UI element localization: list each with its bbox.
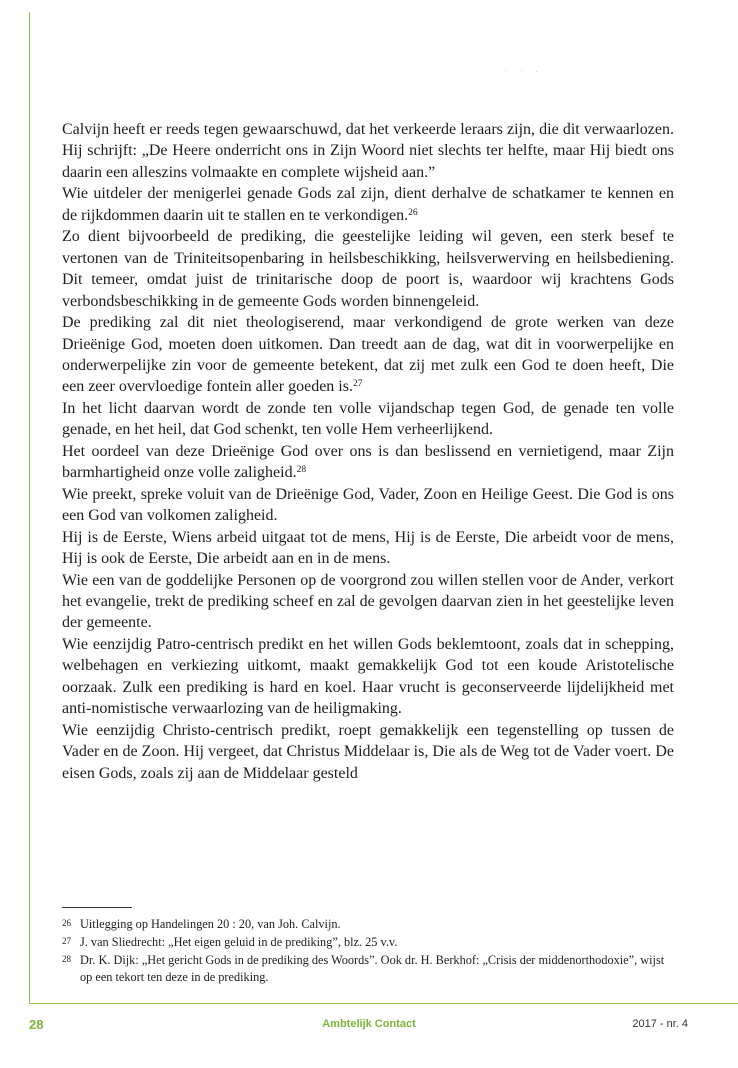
page-number: 28 [29, 1017, 44, 1032]
paragraph: Calvijn heeft er reeds tegen gewaarschuwd, dat het verkeerde leraars zijn, die dit verwaarlozen. Hij schrijft: „De Heere onderricht ons in Zijn Woord niet slechts ter helfte, maar Hij biedt ons daarin een alleszins volmaakte en complete wijsheid aan.” [62, 121, 674, 181]
footnote-ref[interactable]: 28 [296, 465, 307, 476]
footer-rule [29, 1003, 738, 1004]
paragraph: Wie preekt, spreke voluit van de Drieënige God, Vader, Zoon en Heilige Geest. Die God is ons een God van volkomen zaligheid. [62, 485, 674, 525]
paragraph: Hij is de Eerste, Wiens arbeid uitgaat tot de mens, Hij is de Eerste, Die arbeidt voor de mens, Hij is ook de Eerste, Die arbeidt aan en in de mens. [62, 528, 674, 568]
paragraph: In het licht daarvan wordt de zonde ten volle vijandschap tegen God, de genade ten volle genade, en het heil, dat God schenkt, ten volle Hem verheerlijkend. [62, 399, 674, 439]
footnote-item [62, 951, 674, 986]
paragraph: De prediking zal dit niet theologiserend, maar verkondigend de grote werken van deze Drieënige God, moeten doen uitkomen. Dan treedt aan de dag, wat dit in voorwerpelijke en onderwerpelijke zin voor de gemeente betekent, dat zij met zulk een God te doen heeft, Die een zeer overvloedige fontein aller goeden is.$^{27}$ [62, 314, 674, 396]
magazine-title: Ambtelijk Contact [322, 1018, 416, 1030]
paragraph: Zo dient bijvoorbeeld de prediking, die geestelijke leiding wil geven, een sterk besef te vertonen van de Triniteitsopenbaring in heilsbeschikking, heilsverwerving en heilsbediening. Dit temeer, omdat juist de trinitarische doop de poort is, waardoor wij krachtens Gods verbondsbeschikking in de gemeente Gods worden binnengeleid. [62, 228, 674, 310]
footnotes [62, 915, 674, 986]
footnote-text: Dr. K. Dijk: „Het gericht Gods in de prediking des Woords”. Ook dr. H. Berkhof: „Crisis der middenorthodoxie”, wijst op een tekort ten deze in de prediking. [80, 953, 665, 984]
footnote-number: 28 [62, 954, 71, 964]
footnote-ref[interactable]: 27 [352, 379, 363, 390]
paragraph: Wie een van de goddelijke Personen op de voorgrond zou willen stellen voor de Ander, verkort het evangelie, trekt de prediking scheef en zal de gevolgen daarvan zien in het geestelijke leven der gemeente. [62, 571, 674, 632]
footnote-number: 27 [62, 936, 71, 946]
issue-label: 2017 - nr. 4 [632, 1018, 688, 1030]
page-footer [0, 1017, 738, 1035]
article-body [62, 119, 674, 784]
paragraph: Het oordeel van deze Drieënige God over ons is dan beslissend en vernietigend, maar Zijn barmhartigheid onze volle zaligheid.$^{28}$ [62, 442, 674, 482]
footnote-ref[interactable]: 26 [408, 207, 418, 218]
footnote-text: J. van Sliedrecht: „Het eigen geluid in de prediking”, blz. 25 v.v. [80, 935, 398, 949]
paragraph: Wie eenzijdig Christo-centrisch predikt, roept gemakkelijk een tegenstelling op tussen de Vader en de Zoon. Hij vergeet, dat Christus Middelaar is, Die als de Weg tot de Vader voert. De eisen Gods, zoals zij aan de Middelaar gesteld [62, 721, 674, 782]
footnote-item [62, 915, 674, 933]
scan-specks: · · . [505, 68, 544, 74]
footnote-separator [62, 907, 132, 908]
paragraph: Wie eenzijdig Patro-centrisch predikt en het willen Gods beklemtoont, zoals dat in schepping, welbehagen en verkiezing uitkomt, maakt gemakkelijk God tot een koude Aristotelische oorzaak. Zulk een prediking is hard en koel. Haar vrucht is geconserveerde lijdelijkheid met anti-nomistische verwaarlozing van de heiligmaking. [62, 635, 674, 718]
footnote-number: 26 [62, 918, 71, 928]
footnote-item [62, 933, 674, 951]
paragraph: Wie uitdeler der menigerlei genade Gods zal zijn, dient derhalve de schatkamer te kennen en de rijkdommen daarin uit te stallen en te verkondigen.$^{26}$ [62, 185, 674, 224]
footnote-text: Uitlegging op Handelingen 20 : 20, van Joh. Calvijn. [80, 917, 341, 931]
left-margin-rule [29, 12, 30, 1004]
